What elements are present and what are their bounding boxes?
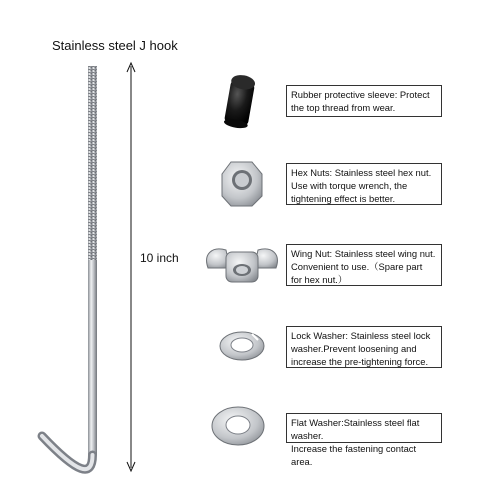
wing-nut-image xyxy=(207,249,278,282)
product-title: Stainless steel J hook xyxy=(52,38,178,53)
rubber-sleeve-callout: Rubber protective sleeve: Protect the top thread from wear. xyxy=(286,85,442,117)
lock-washer-callout: Lock Washer: Stainless steel lock washer.Prevent loosening and increase the pre-tightening force. xyxy=(286,326,442,368)
rubber-sleeve-image xyxy=(223,73,256,129)
length-dimension-line xyxy=(127,63,135,471)
j-hook-rod xyxy=(42,66,97,469)
length-label: 10 inch xyxy=(140,251,179,265)
lock-washer-image xyxy=(220,332,264,360)
hex-nut-callout: Hex Nuts: Stainless steel hex nut. Use with torque wrench, the tightening effect is better. xyxy=(286,163,442,205)
flat-washer-callout: Flat Washer:Stainless steel flat washer. Increase the fastening contact area. xyxy=(286,413,442,443)
hex-nut-image xyxy=(222,162,262,206)
wing-nut-callout: Wing Nut: Stainless steel wing nut. Convenient to use.（Spare part for hex nut.） xyxy=(286,244,442,286)
flat-washer-image xyxy=(212,407,264,445)
